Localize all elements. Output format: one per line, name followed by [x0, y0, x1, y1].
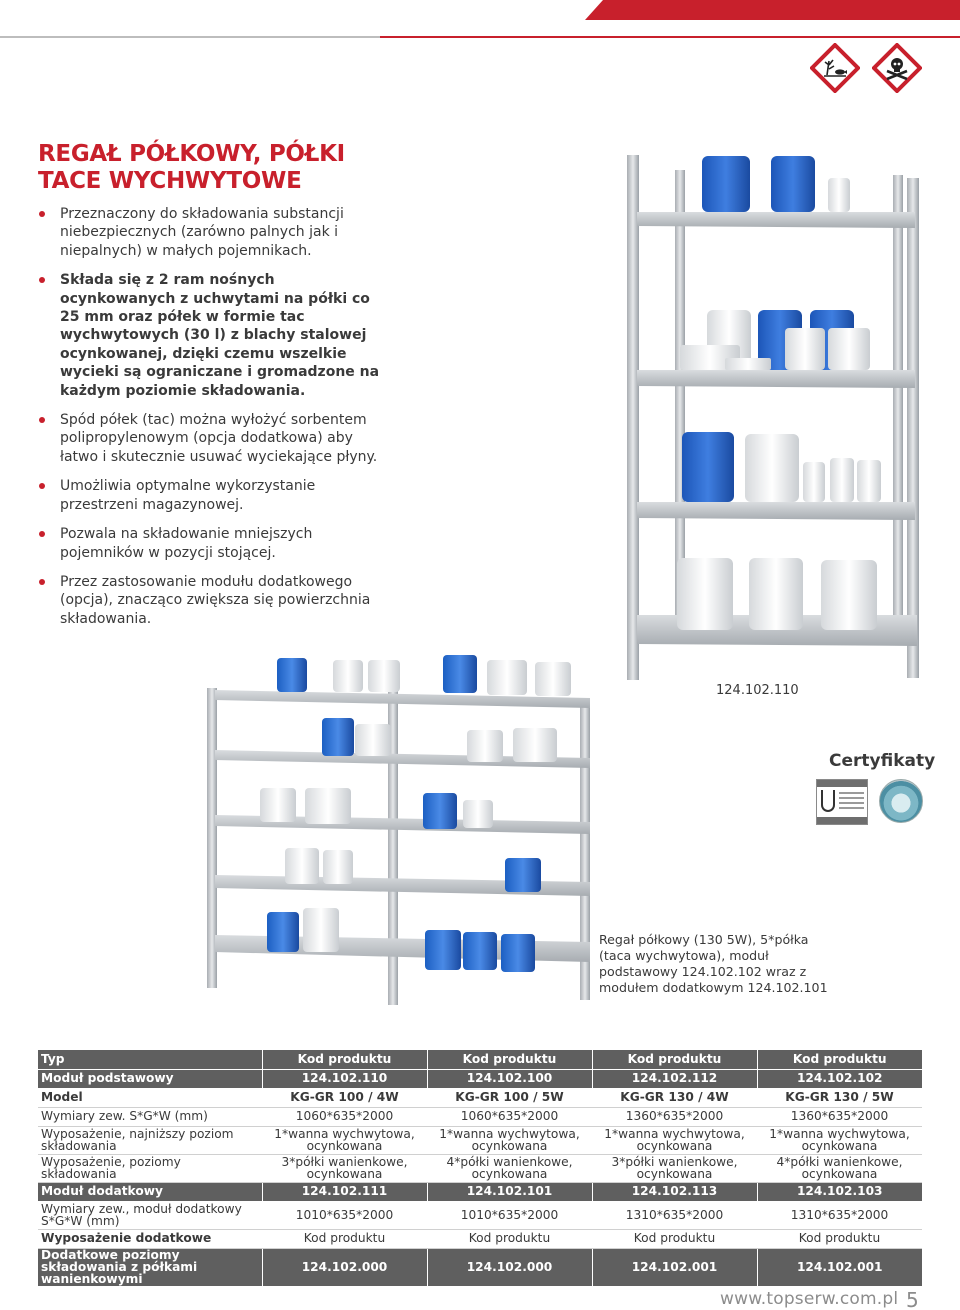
table-cell: 124.102.102	[757, 1069, 922, 1088]
table-cell: Kod produktu	[262, 1050, 427, 1069]
table-cell: Wymiary zew., moduł dodatkowy S*G*W (mm)	[38, 1201, 262, 1229]
table-cell: 1310*635*2000	[592, 1201, 757, 1229]
shelf-rack-double-photo	[205, 650, 595, 1010]
header-red-band	[585, 0, 960, 20]
feature-item	[38, 525, 383, 562]
table-row	[38, 1126, 922, 1154]
table-row	[38, 1201, 922, 1229]
bullet-dot-icon	[39, 483, 45, 489]
feature-text: Przez zastosowanie modułu dodatkowego (opcja), znacząco zwiększa się powierzchnia składowania.	[60, 573, 371, 627]
photo-caption: Regał półkowy (130 5W), 5*półka (taca wychwytowa), moduł podstawowy 124.102.102 wraz z modułem dodatkowym 124.102.101	[599, 932, 828, 995]
table-cell: 124.102.113	[592, 1182, 757, 1201]
feature-text: Przeznaczony do składowania substancji niebezpiecznych (zarówno palnych jak i niepalnych) w małych pojemnikach.	[60, 206, 344, 259]
table-cell: 1010*635*2000	[427, 1201, 592, 1229]
table-cell: 1060*635*2000	[262, 1107, 427, 1126]
feature-text: Umożliwia optymalne wykorzystanie przestrzeni magazynowej.	[60, 478, 316, 513]
page-title-line-2: TACE WYCHWYTOWE	[38, 168, 302, 194]
table-cell: 124.102.000	[427, 1248, 592, 1286]
table-cell: 1060*635*2000	[427, 1107, 592, 1126]
feature-item	[38, 411, 383, 466]
feature-text: Pozwala na składowanie mniejszych pojemników w pozycji stojącej.	[60, 526, 313, 561]
feature-item	[38, 271, 383, 400]
table-cell: 1360*635*2000	[592, 1107, 757, 1126]
table-cell: Kod produktu	[427, 1229, 592, 1248]
table-row	[38, 1154, 922, 1182]
table-cell: Kod produktu	[427, 1050, 592, 1069]
table-cell: 124.102.101	[427, 1182, 592, 1201]
feature-item	[38, 205, 383, 260]
table-cell: 1*wanna wychwytowa, ocynkowana	[757, 1126, 922, 1154]
table-cell: 1*wanna wychwytowa, ocynkowana	[592, 1126, 757, 1154]
table-cell: 124.102.103	[757, 1182, 922, 1201]
dibt-certificate-badge-icon	[816, 779, 868, 825]
table-cell: KG-GR 130 / 4W	[592, 1088, 757, 1107]
table-cell: 1*wanna wychwytowa, ocynkowana	[262, 1126, 427, 1154]
table-cell: 1010*635*2000	[262, 1201, 427, 1229]
table-cell: 124.102.110	[262, 1069, 427, 1088]
table-cell: Wyposażenie dodatkowe	[38, 1229, 262, 1248]
header-rule-gray	[0, 36, 380, 38]
table-cell: 124.102.000	[262, 1248, 427, 1286]
feature-list	[38, 205, 383, 639]
table-row	[38, 1182, 922, 1201]
table-header-row	[38, 1050, 922, 1069]
table-cell: Moduł podstawowy	[38, 1069, 262, 1088]
table-cell: Kod produktu	[592, 1229, 757, 1248]
bullet-dot-icon	[39, 531, 45, 537]
table-cell: KG-GR 130 / 5W	[757, 1088, 922, 1107]
table-cell: Moduł dodatkowy	[38, 1182, 262, 1201]
table-row	[38, 1229, 922, 1248]
table-cell: Dodatkowe poziomy składowania z półkami wanienkowymi	[38, 1248, 262, 1286]
feature-text: Składa się z 2 ram nośnych ocynkowanych z uchwytami na półki co 25 mm oraz półek w formie tac wychwytowych (30 l) z blachy stalowej ocynkowanej, dzięki czemu wszelkie wycieki są ograniczane i gromadzone na każdym poziomie składowania.	[60, 272, 380, 399]
certificates-title: Certyfikaty	[829, 751, 936, 771]
feature-item	[38, 477, 383, 514]
table-cell: Kod produktu	[592, 1050, 757, 1069]
table-row	[38, 1069, 922, 1088]
page-number: 5	[906, 1288, 919, 1310]
table-cell: KG-GR 100 / 5W	[427, 1088, 592, 1107]
toxic-hazard-icon	[872, 43, 922, 93]
header-rule-red	[380, 36, 960, 38]
environment-hazard-icon	[810, 43, 860, 93]
footer-website-link[interactable]: www.topserw.com.pl	[720, 1289, 899, 1309]
table-cell: 1*wanna wychwytowa, ocynkowana	[427, 1126, 592, 1154]
bullet-dot-icon	[39, 277, 45, 283]
bullet-dot-icon	[39, 417, 45, 423]
table-cell: 124.102.111	[262, 1182, 427, 1201]
feature-text: Spód półek (tac) można wyłożyć sorbentem polipropylenowym (opcja dodatkowa) aby łatwo i skutecznie usuwać wyciekające płyny.	[60, 412, 378, 465]
page-title	[38, 141, 378, 195]
table-cell: Wyposażenie, najniższy poziom składowania	[38, 1126, 262, 1154]
table-row	[38, 1088, 922, 1107]
table-cell: 124.102.001	[592, 1248, 757, 1286]
specification-table	[38, 1050, 922, 1287]
table-cell: 4*półki wanienkowe, ocynkowana	[757, 1154, 922, 1182]
table-cell: Model	[38, 1088, 262, 1107]
table-cell: Kod produktu	[262, 1229, 427, 1248]
table-cell: Typ	[38, 1050, 262, 1069]
table-cell: 124.102.100	[427, 1069, 592, 1088]
table-cell: 3*półki wanienkowe, ocynkowana	[592, 1154, 757, 1182]
page-title-line-1: REGAŁ PÓŁKOWY, PÓŁKI	[38, 141, 345, 167]
table-cell: Kod produktu	[757, 1050, 922, 1069]
bullet-dot-icon	[39, 579, 45, 585]
table-cell: Wymiary zew. S*G*W (mm)	[38, 1107, 262, 1126]
feature-item	[38, 573, 383, 628]
table-row	[38, 1248, 922, 1286]
table-cell: Kod produktu	[757, 1229, 922, 1248]
table-cell: 124.102.001	[757, 1248, 922, 1286]
table-cell: 124.102.112	[592, 1069, 757, 1088]
table-cell: 1360*635*2000	[757, 1107, 922, 1126]
table-cell: 3*półki wanienkowe, ocynkowana	[262, 1154, 427, 1182]
table-cell: Wyposażenie, poziomy składowania	[38, 1154, 262, 1182]
bullet-dot-icon	[39, 211, 45, 217]
shelf-rack-photo	[625, 150, 925, 685]
product-code-label: 124.102.110	[716, 683, 799, 698]
table-cell: 4*półki wanienkowe, ocynkowana	[427, 1154, 592, 1182]
table-cell: KG-GR 100 / 4W	[262, 1088, 427, 1107]
quality-seal-icon	[879, 779, 923, 823]
table-row	[38, 1107, 922, 1126]
table-cell: 1310*635*2000	[757, 1201, 922, 1229]
